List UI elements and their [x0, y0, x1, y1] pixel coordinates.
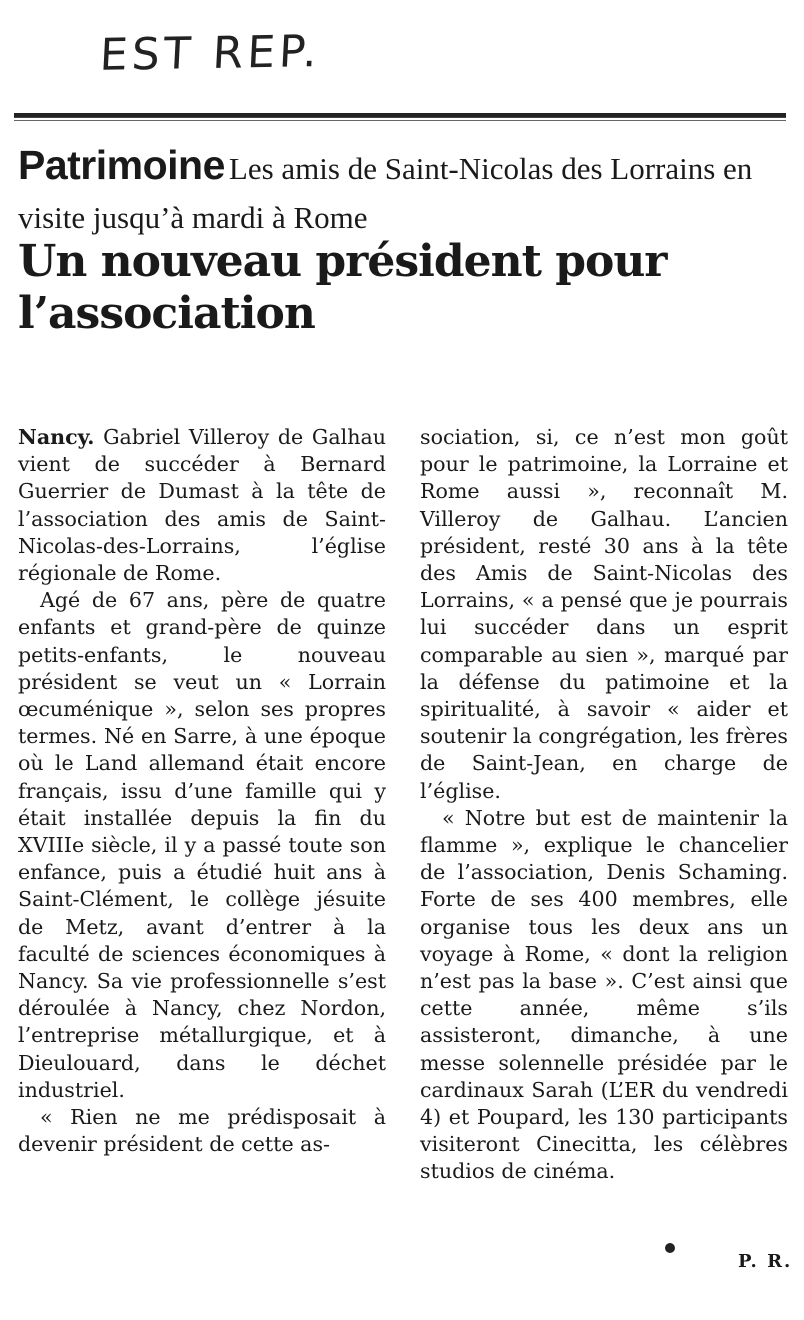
kicker [18, 144, 778, 245]
author-signature: P. R. [738, 1251, 793, 1272]
kicker-text: Les amis de Saint-Nicolas des Lorrains en visite jusqu’à mardi à Rome [18, 151, 753, 235]
article-paragraph-1-text: Gabriel Villeroy de Galhau vient de succéder à Bernard Guerrier de Dumast à la tête de l’association des amis de Saint-Nicolas-des-Lorrains, l’église régionale de Rome. [18, 425, 387, 586]
handwritten-annotation: EST REP. [98, 26, 323, 81]
article-paragraph-1 [18, 424, 386, 587]
header-rule [14, 113, 786, 118]
article-paragraph-3: « Rien ne me prédisposait à devenir président de cette as- [18, 1105, 386, 1157]
end-bullet-icon [665, 1243, 675, 1253]
headline: Un nouveau président pour l’association [18, 236, 667, 339]
article-paragraph-3-continued: sociation, si, ce n’est mon goût pour le patrimoine, la Lorraine et Rome aussi », reconnaît M. Villeroy de Galhau. L’ancien président, resté 30 ans à la tête des Amis de Saint-Nicolas des Lorrains, « a pensé que je pourrais lui succéder dans un esprit comparable au sien », marqué par la défense du patimoine et la spiritualité, à savoir « aider et soutenir la congrégation, les frères de Saint-Jean, en charge de l’église. [420, 425, 788, 803]
article-paragraph-4: « Notre but est de maintenir la flamme », explique le chancelier de l’association, Denis Schaming. Forte de ses 400 membres, elle organise tous les deux ans un voyage à Rome, « dont la religion n’est pas la base ». C’est ainsi que cette année, même s’ils assisteront, dimanche, à une messe solennelle présidée par le cardinaux Sarah (L’ER du vendredi 4) et Poupard, les 130 participants visiteront Cinecitta, les célèbres studios de cinéma. [420, 805, 788, 1184]
dateline: Nancy. [18, 425, 95, 449]
header-rule-thin [14, 120, 786, 121]
article-column-left [18, 424, 386, 1158]
kicker-label: Patrimoine [18, 142, 225, 188]
article-paragraph-2: Agé de 67 ans, père de quatre enfants et grand-père de quinze petits-enfants, le nouveau président se veut un « Lorrain œcuménique », selon ses propres termes. Né en Sarre, à une époque où le Land allemand était encore français, issu d’une famille qui y était installée depuis la fin du XVIIIe siècle, il y a passé toute son enfance, puis a étudié huit ans à Saint-Clément, le collège jésuite de Metz, avant d’entrer à la faculté de sciences économiques à Nancy. Sa vie professionnelle s’est déroulée à Nancy, chez Nordon, l’entreprise métallurgique, et à Dieulouard, dans le déchet industriel. [18, 588, 386, 1102]
article-column-right [420, 424, 788, 1186]
